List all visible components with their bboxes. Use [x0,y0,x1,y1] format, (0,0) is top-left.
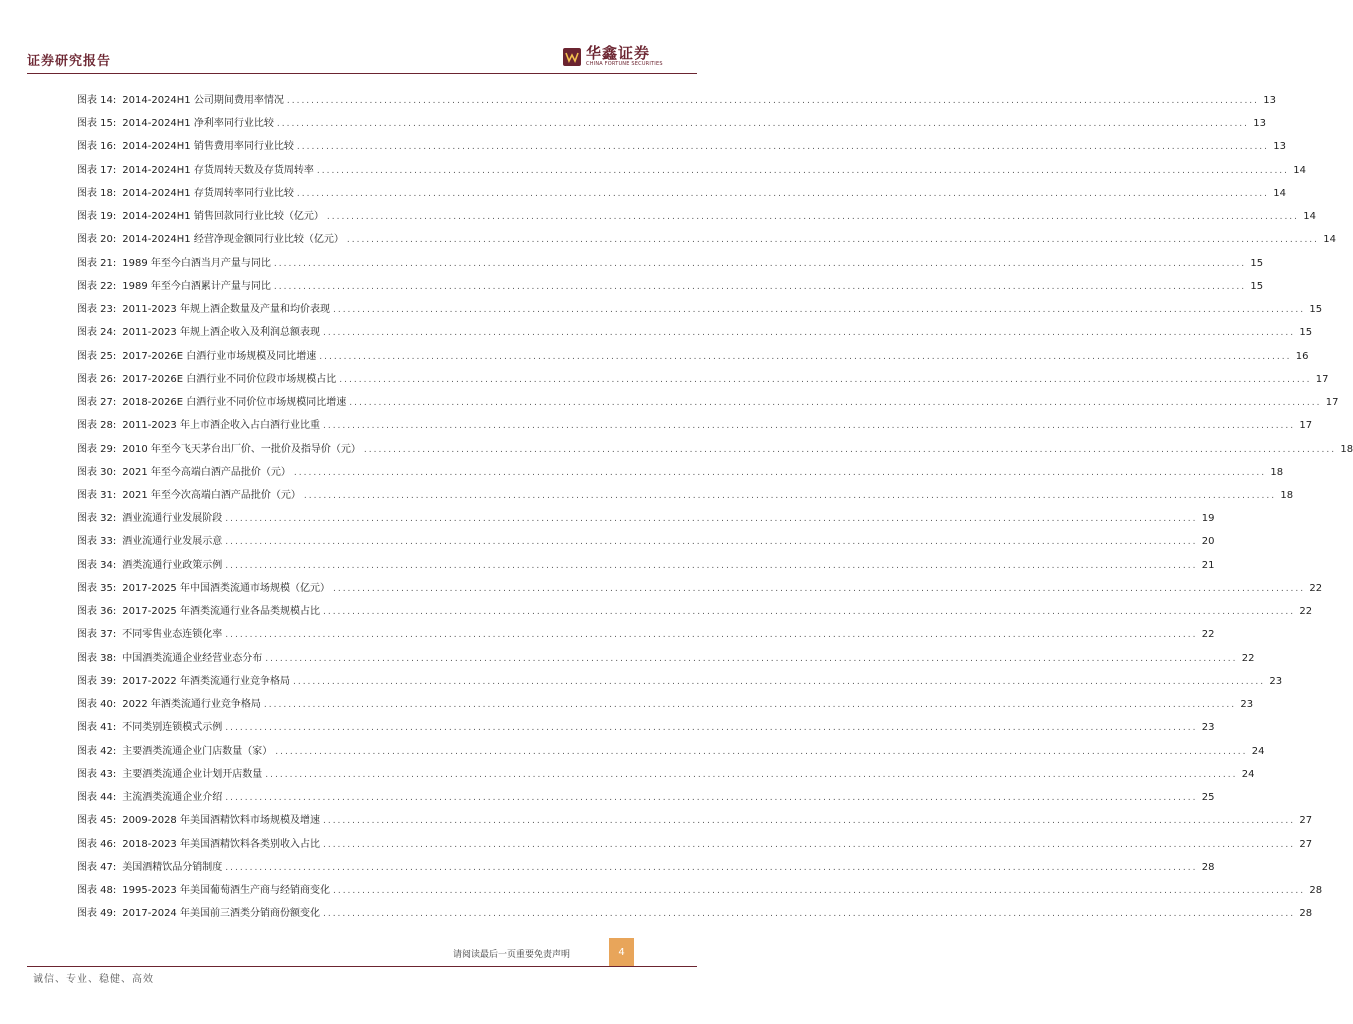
toc-entry[interactable] [77,554,1215,577]
toc-leader-dots: ........................................................................................................................................................................................................ [265,653,1238,664]
toc-leader-dots: ........................................................................................................................................................................................................ [273,258,1247,269]
logo-name: 华鑫证券 [586,44,651,62]
toc-entry-title: 2014-2024H1 公司期间费用率情况 [122,95,284,106]
toc-entry-label: 图表 35: [77,582,117,594]
toc-entry-label: 图表 14: [77,95,117,106]
toc-entry-title: 2017-2025 年中国酒类流通市场规模（亿元） [122,582,330,594]
toc-entry[interactable] [77,856,1215,879]
toc-entry[interactable] [77,135,1287,158]
toc-entry-page: 28 [1299,908,1313,920]
toc-entry-page: 22 [1201,629,1215,641]
toc-entry-label: 图表 41: [77,722,117,734]
toc-entry-page: 27 [1299,815,1313,827]
toc-entry[interactable] [77,879,1323,902]
toc-leader-dots: ........................................................................................................................................................................................................ [286,96,1260,106]
table-of-figures [77,89,1353,925]
toc-entry-label: 图表 40: [77,699,117,711]
toc-leader-dots: ........................................................................................................................................................................................................ [363,444,1337,455]
toc-entry-title: 1995-2023 年美国葡萄酒生产商与经销商变化 [122,884,330,896]
toc-leader-dots: ........................................................................................................................................................................................................ [265,769,1238,780]
toc-entry-title: 2018-2023 年美国酒精饮料各类别收入占比 [122,838,320,850]
toc-entry-label: 图表 48: [77,884,117,896]
toc-entry-label: 图表 45: [77,815,117,827]
toc-entry-label: 图表 28: [77,420,117,432]
toc-entry[interactable] [77,89,1277,112]
toc-leader-dots: ........................................................................................................................................................................................................ [322,839,1296,850]
toc-entry-page: 13 [1273,141,1287,153]
toc-entry[interactable] [77,275,1264,298]
toc-leader-dots: ........................................................................................................................................................................................................ [326,212,1300,223]
toc-entry[interactable] [77,252,1264,275]
toc-entry-label: 图表 49: [77,908,117,920]
toc-leader-dots: ........................................................................................................................................................................................................ [296,142,1270,153]
logo-subtext: CHINA FORTUNE SECURITIES [586,61,663,67]
toc-entry-title: 2022 年酒类流通行业竞争格局 [122,699,261,711]
toc-entry-page: 20 [1201,536,1215,548]
toc-entry-page: 28 [1309,884,1323,896]
toc-leader-dots: ........................................................................................................................................................................................................ [225,793,1198,804]
toc-entry-title: 主流酒类流通企业介绍 [122,792,223,804]
toc-entry-label: 图表 25: [77,350,117,362]
toc-entry-title: 不同类别连锁模式示例 [122,722,223,734]
toc-entry-label: 图表 29: [77,443,117,455]
toc-leader-dots: ........................................................................................................................................................................................................ [225,537,1198,548]
toc-entry-title: 2014-2024H1 存货周转率同行业比较 [122,187,294,199]
company-logo-icon [563,48,581,66]
toc-leader-dots: ........................................................................................................................................................................................................ [322,816,1296,827]
toc-entry-label: 图表 15: [77,118,117,130]
toc-entry-page: 15 [1309,304,1323,316]
toc-leader-dots: ........................................................................................................................................................................................................ [332,885,1306,896]
toc-leader-dots: ........................................................................................................................................................................................................ [322,421,1296,432]
toc-entry-title: 2021 年至今高端白酒产品批价（元） [122,466,291,478]
toc-leader-dots: ........................................................................................................................................................................................................ [293,467,1267,478]
toc-leader-dots: ........................................................................................................................................................................................................ [332,583,1306,594]
toc-entry-page: 13 [1253,118,1267,130]
toc-entry[interactable] [77,414,1313,437]
toc-entry[interactable] [77,577,1323,600]
toc-entry-title: 1989 年至今白酒当月产量与同比 [122,257,271,269]
toc-leader-dots: ........................................................................................................................................................................................................ [276,119,1250,130]
toc-entry[interactable] [77,740,1265,763]
toc-entry-page: 17 [1299,420,1313,432]
toc-entry-page: 15 [1299,327,1313,339]
toc-entry-label: 图表 38: [77,652,117,664]
toc-entry[interactable] [77,693,1254,716]
toc-entry-page: 13 [1263,95,1277,106]
toc-entry[interactable] [77,182,1287,205]
toc-entry-page: 23 [1269,675,1283,687]
toc-entry-label: 图表 24: [77,327,117,339]
company-logo [563,46,663,67]
toc-entry[interactable] [77,623,1215,646]
footer-slogan: 诚信、专业、稳健、高效 [33,974,154,985]
toc-entry-page: 22 [1309,582,1323,594]
toc-leader-dots: ........................................................................................................................................................................................................ [346,235,1320,246]
toc-entry-title: 美国酒精饮品分销制度 [122,861,223,873]
toc-leader-dots: ........................................................................................................................................................................................................ [322,328,1296,339]
toc-entry-title: 不同零售业态连锁化率 [122,629,223,641]
toc-entry[interactable] [77,484,1294,507]
toc-leader-dots: ........................................................................................................................................................................................................ [225,862,1198,873]
toc-entry[interactable] [77,321,1313,344]
toc-leader-dots: ........................................................................................................................................................................................................ [319,351,1292,362]
toc-entry-page: 22 [1241,652,1255,664]
toc-entry-page: 21 [1201,559,1215,571]
toc-entry-label: 图表 42: [77,745,117,757]
toc-entry-title: 2017-2025 年酒类流通行业各品类规模占比 [122,606,320,618]
toc-entry-title: 主要酒类流通企业计划开店数量 [122,768,263,780]
toc-entry-page: 18 [1280,489,1294,501]
toc-leader-dots: ........................................................................................................................................................................................................ [322,607,1296,618]
toc-entry-page: 15 [1250,257,1264,269]
toc-entry[interactable] [77,461,1284,484]
toc-entry-page: 24 [1251,745,1265,757]
footer-divider [27,966,697,967]
toc-entry-page: 14 [1323,234,1337,246]
toc-entry[interactable] [77,368,1329,391]
toc-entry-label: 图表 21: [77,257,117,269]
toc-leader-dots: ........................................................................................................................................................................................................ [292,676,1266,687]
toc-entry-title: 2017-2026E 白酒行业市场规模及同比增速 [122,350,317,362]
toc-entry-label: 图表 39: [77,675,117,687]
toc-entry-title: 2014-2024H1 销售回款同行业比较（亿元） [122,211,324,223]
toc-entry-label: 图表 22: [77,280,117,292]
toc-entry[interactable] [77,716,1215,739]
toc-entry-title: 2011-2023 年规上酒企收入及利润总额表现 [122,327,320,339]
toc-entry-page: 28 [1201,861,1215,873]
toc-entry[interactable] [77,112,1267,135]
toc-entry[interactable] [77,345,1309,368]
toc-entry-page: 15 [1250,280,1264,292]
disclaimer-note: 请阅读最后一页重要免责声明 [453,950,571,960]
toc-entry-title: 2021 年至今次高端白酒产品批价（元） [122,489,301,501]
toc-entry-label: 图表 46: [77,838,117,850]
page-number-badge: 4 [609,938,634,966]
toc-entry[interactable] [77,833,1313,856]
toc-entry-label: 图表 37: [77,629,117,641]
toc-entry[interactable] [77,205,1317,228]
toc-entry-page: 23 [1240,699,1254,711]
toc-entry-page: 18 [1340,443,1353,455]
toc-entry-page: 16 [1295,350,1309,362]
toc-entry-title: 2011-2023 年规上酒企数量及产量和均价表现 [122,304,330,316]
toc-leader-dots: ........................................................................................................................................................................................................ [332,305,1306,316]
toc-entry-page: 23 [1201,722,1215,734]
toc-leader-dots: ........................................................................................................................................................................................................ [349,398,1322,409]
toc-entry-title: 主要酒类流通企业门店数量（家） [122,745,273,757]
toc-entry[interactable] [77,670,1283,693]
toc-entry-page: 14 [1303,211,1317,223]
toc-entry-page: 19 [1201,513,1215,525]
toc-entry-page: 14 [1273,187,1287,199]
toc-entry-page: 18 [1270,466,1284,478]
toc-leader-dots: ........................................................................................................................................................................................................ [296,188,1270,199]
toc-leader-dots: ........................................................................................................................................................................................................ [339,374,1312,385]
toc-entry[interactable] [77,763,1255,786]
header-divider [27,73,697,74]
toc-entry[interactable] [77,902,1313,925]
toc-entry-label: 图表 47: [77,861,117,873]
toc-leader-dots: ........................................................................................................................................................................................................ [316,165,1290,176]
toc-leader-dots: ........................................................................................................................................................................................................ [273,281,1247,292]
toc-entry-label: 图表 34: [77,559,117,571]
toc-entry-label: 图表 18: [77,187,117,199]
toc-entry-title: 1989 年至今白酒累计产量与同比 [122,280,271,292]
toc-leader-dots: ........................................................................................................................................................................................................ [322,909,1296,920]
toc-entry[interactable] [77,228,1337,251]
toc-entry[interactable] [77,438,1353,461]
toc-entry-title: 2017-2026E 白酒行业不同价位段市场规模占比 [122,373,337,385]
toc-entry-label: 图表 30: [77,466,117,478]
toc-entry-title: 2017-2024 年美国前三酒类分销商份额变化 [122,908,320,920]
toc-entry-label: 图表 20: [77,234,117,246]
toc-entry-label: 图表 36: [77,606,117,618]
toc-entry-title: 2014-2024H1 存货周转天数及存货周转率 [122,164,314,176]
toc-leader-dots: ........................................................................................................................................................................................................ [225,514,1198,525]
toc-entry-label: 图表 44: [77,792,117,804]
toc-entry-title: 2017-2022 年酒类流通行业竞争格局 [122,675,290,687]
toc-entry-title: 2011-2023 年上市酒企收入占白酒行业比重 [122,420,320,432]
toc-entry-page: 24 [1241,768,1255,780]
toc-entry[interactable] [77,530,1215,553]
toc-entry-label: 图表 23: [77,304,117,316]
toc-entry-title: 酒业流通行业发展示意 [122,536,223,548]
toc-entry-title: 中国酒类流通企业经营业态分布 [122,652,263,664]
toc-entry[interactable] [77,600,1313,623]
toc-entry-label: 图表 19: [77,211,117,223]
toc-entry[interactable] [77,809,1313,832]
toc-entry-title: 2014-2024H1 经营净现金额同行业比较（亿元） [122,234,344,246]
toc-leader-dots: ........................................................................................................................................................................................................ [225,630,1198,641]
toc-leader-dots: ........................................................................................................................................................................................................ [303,490,1277,501]
toc-entry-label: 图表 32: [77,513,117,525]
toc-entry[interactable] [77,507,1215,530]
toc-entry-page: 14 [1293,164,1307,176]
toc-entry[interactable] [77,391,1339,414]
toc-entry-label: 图表 43: [77,768,117,780]
toc-entry-title: 2014-2024H1 净利率同行业比较 [122,118,274,130]
toc-leader-dots: ........................................................................................................................................................................................................ [263,700,1237,711]
toc-entry[interactable] [77,159,1307,182]
toc-entry-title: 2018-2026E 白酒行业不同价位市场规模同比增速 [122,397,347,409]
toc-entry-title: 酒类流通行业政策示例 [122,559,223,571]
toc-entry-label: 图表 27: [77,397,117,409]
toc-entry-page: 17 [1315,373,1329,385]
toc-entry-page: 22 [1299,606,1313,618]
toc-entry-label: 图表 26: [77,373,117,385]
toc-entry[interactable] [77,786,1215,809]
toc-entry-label: 图表 17: [77,164,117,176]
toc-entry-label: 图表 31: [77,489,117,501]
toc-entry[interactable] [77,647,1255,670]
toc-entry-title: 酒业流通行业发展阶段 [122,513,223,525]
toc-entry-label: 图表 16: [77,141,117,153]
toc-entry-title: 2010 年至今飞天茅台出厂价、一批价及指导价（元） [122,443,361,455]
report-type-title: 证券研究报告 [27,54,112,69]
toc-entry[interactable] [77,298,1323,321]
toc-entry-page: 25 [1201,792,1215,804]
toc-leader-dots: ........................................................................................................................................................................................................ [225,560,1198,571]
toc-leader-dots: ........................................................................................................................................................................................................ [225,723,1198,734]
toc-entry-title: 2009-2028 年美国酒精饮料市场规模及增速 [122,815,320,827]
toc-entry-title: 2014-2024H1 销售费用率同行业比较 [122,141,294,153]
toc-leader-dots: ........................................................................................................................................................................................................ [275,746,1248,757]
toc-entry-page: 27 [1299,838,1313,850]
toc-entry-page: 17 [1325,397,1339,409]
toc-entry-label: 图表 33: [77,536,117,548]
